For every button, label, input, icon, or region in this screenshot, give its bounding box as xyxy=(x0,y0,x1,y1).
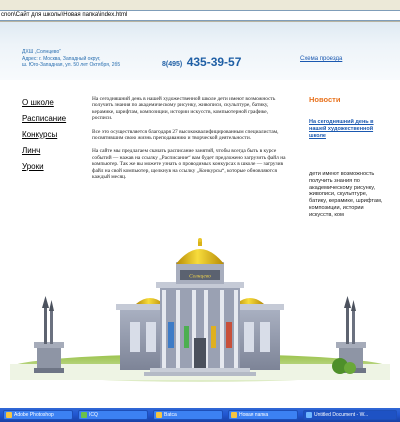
browser-icon xyxy=(306,412,312,418)
browser-toolbar xyxy=(0,0,400,22)
map-link[interactable]: Схема проезда xyxy=(300,56,343,62)
taskbar-item-untitled-document[interactable]: Untitled Document - W... xyxy=(303,410,397,420)
phone-digits: 435-39-57 xyxy=(186,55,242,69)
folder-icon xyxy=(156,412,162,418)
address-line-2: ш. Юго-Западная, ул. 50 лет Октября, 2б5 xyxy=(22,62,121,68)
taskbar-item-photoshop[interactable]: Adobe Photoshop xyxy=(3,410,73,420)
content-paragraph: Все это осуществляется благодаря 27 высококвалифицированным специалистам, посвятившим свою жизнь преподаванию и творческой деятельности. xyxy=(92,128,279,142)
news-text: дети имеют возможность получить знания по академическому рисунку, живописи, скульптуре, батику, керамике, шрифтам, композиции, истории искусств, ком xyxy=(309,171,383,218)
taskbar-item-batca[interactable]: Batca xyxy=(153,410,223,420)
building-sign: Солнцево xyxy=(189,273,211,280)
photoshop-icon xyxy=(6,412,12,418)
left-brush-monument xyxy=(34,296,64,373)
nav-item-contests[interactable]: Конкурсы xyxy=(22,130,58,139)
nav-item-schedule[interactable]: Расписание xyxy=(22,114,67,123)
address-line-1: Адрес: г. Москва, Западный округ, xyxy=(22,56,101,62)
taskbar-item-new-folder[interactable]: Новая папка xyxy=(228,410,298,420)
news-link[interactable]: На сегодняшний день в нашей художественной школе xyxy=(309,119,374,139)
taskbar xyxy=(0,408,400,422)
content-paragraph: На сайте мы предлагаем скачать расписание занятий, чтобы всегда быть в курсе событий — нажав на ссылку „Расписание“ вам будет предложено загрузить файл на компьютер. Так же вы можете узнать о проводимых конкурсах в школе — загрузив файл на свой компьютер, щелкнув на ссылку „Конкурсы“, которые обновляются каждый месяц. xyxy=(92,148,286,181)
main-nav xyxy=(22,98,82,178)
phone-code: 8(495) xyxy=(162,61,183,68)
phone-number xyxy=(162,53,241,71)
content-paragraph: На сегодняшний день в нашей художественной школе дети имеют возможность получить знания по академическому рисунку, живописи, скульптуре, батику, керамике, шрифтам, композиции, истории искусств, компьютерной графике, росписи. xyxy=(92,96,276,122)
news-title: Новости xyxy=(309,95,341,104)
nav-item-linch[interactable]: Линч xyxy=(22,146,41,155)
icq-icon xyxy=(81,412,87,418)
nav-item-lessons[interactable]: Уроки xyxy=(22,162,44,171)
building-illustration xyxy=(0,238,400,398)
folder-icon xyxy=(231,412,237,418)
tree xyxy=(344,362,356,374)
address-bar[interactable]: cnon\Сайт для школы\Новая папка\index.html xyxy=(0,10,400,21)
main-content xyxy=(92,96,287,187)
school-building xyxy=(116,238,284,376)
nav-item-about[interactable]: О школе xyxy=(22,98,54,107)
school-name: ДХШ „Солнцево“ xyxy=(22,49,61,55)
taskbar-item-icq[interactable]: ICQ xyxy=(78,410,148,420)
